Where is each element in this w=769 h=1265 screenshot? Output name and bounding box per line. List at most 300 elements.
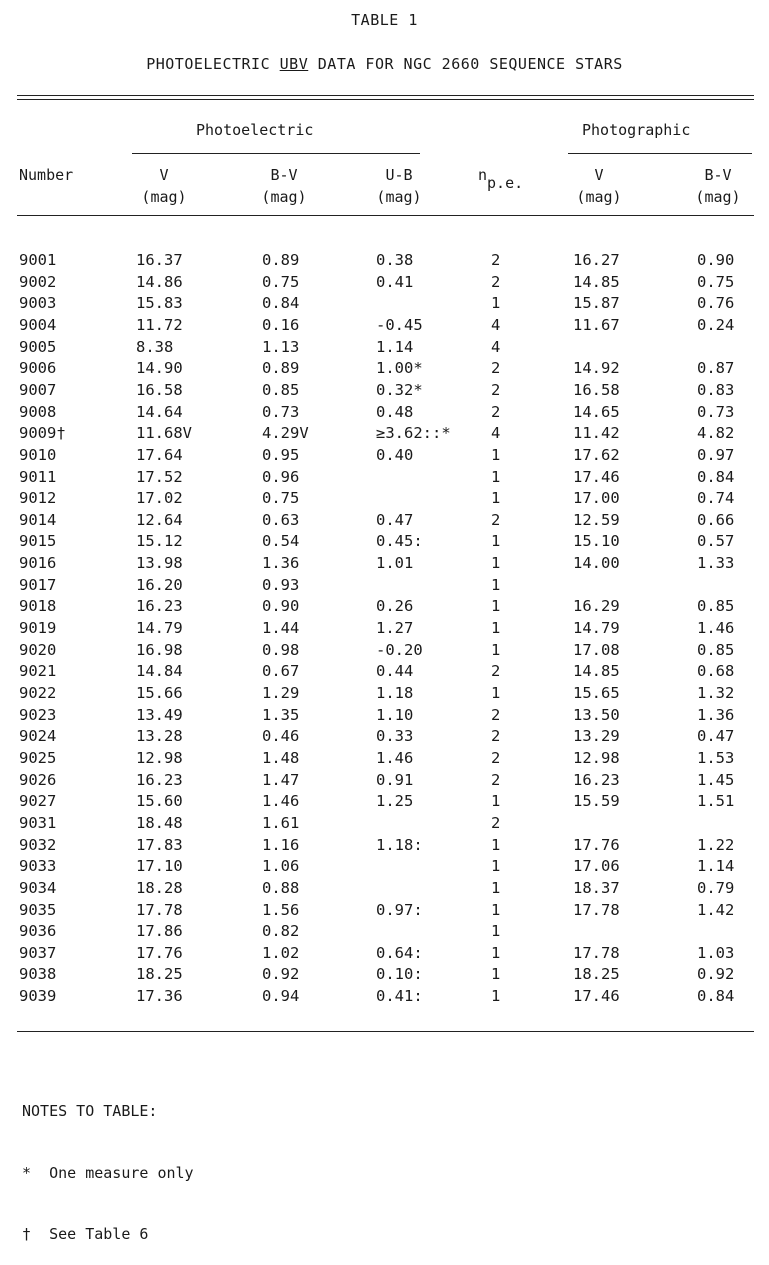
notes-heading: NOTES TO TABLE:	[22, 1102, 158, 1120]
cell-pe-v: 16.98	[136, 640, 183, 659]
table-row	[0, 706, 769, 728]
photoelectric-rule	[132, 153, 420, 154]
cell-pe-bv: 0.67	[262, 662, 300, 681]
col-pe-ub	[361, 164, 437, 208]
cell-pe-v: 14.79	[136, 619, 183, 638]
cell-number: 9003	[19, 294, 57, 313]
cell-number: 9012	[19, 489, 57, 508]
cell-pg-v: 14.65	[573, 402, 620, 421]
cell-pg-bv: 0.66	[697, 510, 735, 529]
header-rule	[17, 215, 754, 216]
cell-pe-bv: 0.54	[262, 532, 300, 551]
cell-pg-bv: 0.97	[697, 445, 735, 464]
col-pg-v-unit: (mag)	[576, 188, 622, 206]
cell-pe-bv: 0.82	[262, 922, 300, 941]
cell-pe-ub: 1.14	[376, 337, 414, 356]
cell-number: 9010	[19, 445, 57, 464]
cell-pg-bv: 0.87	[697, 359, 735, 378]
cell-pe-v: 15.83	[136, 294, 183, 313]
cell-pe-bv: 0.92	[262, 965, 300, 984]
table-row	[0, 922, 769, 944]
cell-npe: 4	[491, 424, 501, 443]
cell-pe-ub: 1.18	[376, 684, 414, 702]
cell-pe-ub: 0.38	[376, 251, 414, 269]
cell-pe-bv: 1.61	[262, 813, 300, 832]
cell-npe: 4	[491, 315, 501, 334]
cell-number: 9022	[19, 684, 57, 702]
cell-pg-v: 14.85	[573, 272, 620, 291]
cell-number: 9015	[19, 532, 57, 551]
cell-pg-bv: 0.90	[697, 251, 735, 269]
notes	[22, 1060, 194, 1265]
cell-number: 9008	[19, 402, 57, 421]
cell-pg-v: 11.67	[573, 315, 620, 334]
table-row	[0, 857, 769, 879]
cell-pg-bv: 0.85	[697, 640, 735, 659]
cell-number: 9004	[19, 315, 57, 334]
cell-pe-v: 14.84	[136, 662, 183, 681]
cell-npe: 2	[491, 813, 501, 832]
cell-npe: 2	[491, 402, 501, 421]
cell-pg-v: 15.87	[573, 294, 620, 313]
cell-pg-bv: 0.85	[697, 597, 735, 616]
col-npe-main: n	[478, 166, 488, 184]
table-row	[0, 359, 769, 381]
photographic-rule	[568, 153, 752, 154]
cell-npe: 1	[491, 294, 501, 313]
cell-number: 9009†	[19, 424, 66, 443]
col-pg-bv	[680, 164, 756, 208]
cell-pe-v: 17.64	[136, 445, 183, 464]
col-pg-bv-unit: (mag)	[695, 188, 741, 206]
cell-pe-bv: 1.48	[262, 748, 300, 767]
cell-pe-bv: 1.44	[262, 619, 300, 638]
cell-pe-bv: 1.16	[262, 835, 300, 854]
cell-pe-ub: 1.00*	[376, 359, 423, 378]
cell-pg-bv: 0.83	[697, 380, 735, 399]
cell-pe-ub: 0.33	[376, 727, 414, 746]
cell-npe: 1	[491, 489, 501, 508]
cell-pe-v: 16.23	[136, 770, 183, 789]
cell-npe: 1	[491, 857, 501, 876]
cell-npe: 1	[491, 597, 501, 616]
table-row	[0, 814, 769, 836]
cell-pe-bv: 0.16	[262, 315, 300, 334]
cell-pe-v: 17.02	[136, 489, 183, 508]
cell-pg-v: 13.50	[573, 705, 620, 724]
cell-pe-ub: 0.64:	[376, 943, 423, 962]
cell-pg-v: 17.62	[573, 445, 620, 464]
col-pg-bv-label: B-V	[704, 166, 732, 184]
cell-number: 9035	[19, 900, 57, 919]
group-photographic: Photographic	[582, 121, 691, 139]
table-row	[0, 879, 769, 901]
cell-pe-bv: 1.56	[262, 900, 300, 919]
cell-pg-v: 14.79	[573, 619, 620, 638]
cell-pe-bv: 0.84	[262, 294, 300, 313]
cell-pe-bv: 1.35	[262, 705, 300, 724]
cell-pg-v: 11.42	[573, 424, 620, 443]
cell-pg-v: 17.76	[573, 835, 620, 854]
cell-npe: 1	[491, 835, 501, 854]
col-pe-bv	[246, 164, 322, 208]
cell-pe-v: 16.20	[136, 575, 183, 594]
cell-npe: 1	[491, 943, 501, 962]
col-npe-sub: p.e.	[487, 174, 524, 192]
table-row	[0, 489, 769, 511]
cell-pe-ub: -0.20	[376, 640, 423, 659]
cell-pg-v: 16.23	[573, 770, 620, 789]
cell-pe-ub: ≥3.62::*	[376, 424, 451, 443]
cell-pe-bv: 0.75	[262, 272, 300, 291]
cell-pe-bv: 1.02	[262, 943, 300, 962]
cell-npe: 1	[491, 640, 501, 659]
cell-pg-v: 14.92	[573, 359, 620, 378]
cell-number: 9005	[19, 337, 57, 356]
cell-number: 9006	[19, 359, 57, 378]
cell-pe-v: 13.28	[136, 727, 183, 746]
cell-npe: 1	[491, 554, 501, 573]
table-label: TABLE 1	[351, 11, 418, 29]
cell-npe: 2	[491, 380, 501, 399]
cell-pe-v: 16.37	[136, 251, 183, 269]
cell-pe-bv: 0.90	[262, 597, 300, 616]
cell-pg-bv: 0.75	[697, 272, 735, 291]
cell-number: 9007	[19, 380, 57, 399]
cell-pg-v: 17.06	[573, 857, 620, 876]
cell-pg-bv: 1.03	[697, 943, 735, 962]
cell-pg-bv: 0.74	[697, 489, 735, 508]
table-row	[0, 965, 769, 987]
cell-pe-ub: 1.18:	[376, 835, 423, 854]
cell-pg-bv: 0.57	[697, 532, 735, 551]
cell-pe-bv: 1.29	[262, 684, 300, 702]
cell-pg-bv: 1.32	[697, 684, 735, 702]
cell-npe: 1	[491, 575, 501, 594]
table-row	[0, 576, 769, 598]
cell-pg-v: 14.00	[573, 554, 620, 573]
cell-pe-bv: 0.89	[262, 359, 300, 378]
table-row	[0, 792, 769, 814]
cell-pe-ub: 0.97:	[376, 900, 423, 919]
col-pe-bv-unit: (mag)	[261, 188, 307, 206]
cell-pg-bv: 0.79	[697, 878, 735, 897]
title-suffix: DATA FOR NGC 2660 SEQUENCE STARS	[308, 55, 623, 73]
cell-pg-bv: 1.46	[697, 619, 735, 638]
cell-npe: 1	[491, 467, 501, 486]
col-pe-ub-unit: (mag)	[376, 188, 422, 206]
title-underlined: UBV	[279, 55, 309, 73]
cell-pe-bv: 1.46	[262, 792, 300, 811]
cell-pe-v: 18.28	[136, 878, 183, 897]
cell-number: 9032	[19, 835, 57, 854]
col-pe-bv-label: B-V	[270, 166, 298, 184]
cell-number: 9024	[19, 727, 57, 746]
table-row	[0, 381, 769, 403]
table-row	[0, 511, 769, 533]
cell-pe-v: 17.78	[136, 900, 183, 919]
cell-pe-ub: 0.40	[376, 445, 414, 464]
cell-number: 9039	[19, 987, 57, 1006]
cell-pe-v: 14.90	[136, 359, 183, 378]
cell-pe-bv: 0.63	[262, 510, 300, 529]
cell-npe: 1	[491, 965, 501, 984]
cell-number: 9011	[19, 467, 57, 486]
note-text: One measure only	[49, 1163, 194, 1182]
cell-pe-v: 11.72	[136, 315, 183, 334]
cell-number: 9031	[19, 813, 57, 832]
table-row	[0, 554, 769, 576]
cell-pe-bv: 4.29V	[262, 424, 309, 443]
cell-pe-v: 15.66	[136, 684, 183, 702]
cell-pg-bv: 0.84	[697, 987, 735, 1006]
note-item	[22, 1224, 194, 1245]
cell-pg-bv: 0.24	[697, 315, 735, 334]
cell-pg-bv: 1.33	[697, 554, 735, 573]
cell-pg-v: 15.65	[573, 684, 620, 702]
cell-pe-v: 17.83	[136, 835, 183, 854]
cell-pe-v: 11.68V	[136, 424, 192, 443]
cell-npe: 1	[491, 619, 501, 638]
cell-pe-v: 18.25	[136, 965, 183, 984]
cell-pe-bv: 0.95	[262, 445, 300, 464]
cell-pe-ub: -0.45	[376, 315, 423, 334]
cell-pe-v: 13.49	[136, 705, 183, 724]
cell-number: 9025	[19, 748, 57, 767]
cell-pg-v: 17.46	[573, 467, 620, 486]
cell-number: 9034	[19, 878, 57, 897]
cell-npe: 2	[491, 705, 501, 724]
note-text: See Table 6	[49, 1225, 149, 1243]
bottom-rule	[17, 1031, 754, 1032]
table-row	[0, 338, 769, 360]
cell-pe-ub: 0.32*	[376, 380, 423, 399]
cell-pe-ub: 0.45:	[376, 532, 423, 551]
table-row	[0, 619, 769, 641]
note-item	[22, 1163, 194, 1184]
cell-pe-ub: 0.47	[376, 510, 414, 529]
table-row	[0, 901, 769, 923]
cell-pe-bv: 0.85	[262, 380, 300, 399]
cell-npe: 1	[491, 987, 501, 1006]
cell-npe: 2	[491, 272, 501, 291]
table-row	[0, 468, 769, 490]
cell-pg-bv: 0.47	[697, 727, 735, 746]
cell-pg-bv: 1.36	[697, 705, 735, 724]
table-row	[0, 836, 769, 858]
cell-pg-bv: 0.68	[697, 662, 735, 681]
cell-pe-bv: 1.36	[262, 554, 300, 573]
cell-pe-ub: 0.26	[376, 597, 414, 616]
table-row	[0, 684, 769, 706]
cell-number: 9002	[19, 272, 57, 291]
table-row	[0, 316, 769, 338]
col-pe-ub-label: U-B	[385, 166, 413, 184]
cell-pg-v: 17.78	[573, 900, 620, 919]
cell-number: 9016	[19, 554, 57, 573]
cell-pe-v: 17.86	[136, 922, 183, 941]
cell-pe-bv: 0.73	[262, 402, 300, 421]
cell-pe-v: 17.52	[136, 467, 183, 486]
cell-number: 9026	[19, 770, 57, 789]
cell-pg-v: 12.98	[573, 748, 620, 767]
table-row	[0, 273, 769, 295]
cell-pe-v: 13.98	[136, 554, 183, 573]
cell-pg-v: 17.46	[573, 987, 620, 1006]
cell-pe-v: 15.12	[136, 532, 183, 551]
col-pe-v-label: V	[159, 166, 169, 184]
cell-pe-v: 14.64	[136, 402, 183, 421]
table-row	[0, 771, 769, 793]
cell-pe-v: 16.23	[136, 597, 183, 616]
cell-pe-bv: 0.98	[262, 640, 300, 659]
cell-number: 9017	[19, 575, 57, 594]
cell-number: 9019	[19, 619, 57, 638]
cell-pe-ub: 1.25	[376, 792, 414, 811]
cell-pe-ub: 1.46	[376, 748, 414, 767]
cell-pe-bv: 0.88	[262, 878, 300, 897]
cell-number: 9037	[19, 943, 57, 962]
col-npe	[478, 164, 524, 192]
cell-pg-v: 15.10	[573, 532, 620, 551]
table-row	[0, 403, 769, 425]
cell-pe-bv: 1.06	[262, 857, 300, 876]
cell-number: 9001	[19, 251, 57, 269]
cell-number: 9023	[19, 705, 57, 724]
cell-pg-v: 14.85	[573, 662, 620, 681]
cell-number: 9033	[19, 857, 57, 876]
cell-pe-bv: 1.13	[262, 337, 300, 356]
cell-npe: 1	[491, 900, 501, 919]
cell-number: 9036	[19, 922, 57, 941]
cell-pg-v: 17.08	[573, 640, 620, 659]
table-row	[0, 987, 769, 1009]
cell-pe-ub: 1.27	[376, 619, 414, 638]
cell-pg-v: 16.27	[573, 251, 620, 269]
cell-number: 9014	[19, 510, 57, 529]
cell-pg-bv: 1.22	[697, 835, 735, 854]
col-pg-v-label: V	[594, 166, 604, 184]
cell-number: 9038	[19, 965, 57, 984]
cell-pe-ub: 1.10	[376, 705, 414, 724]
cell-pe-bv: 0.96	[262, 467, 300, 486]
cell-pg-bv: 0.73	[697, 402, 735, 421]
cell-npe: 2	[491, 510, 501, 529]
cell-pg-bv: 1.53	[697, 748, 735, 767]
cell-pe-ub: 0.41	[376, 272, 414, 291]
table-row	[0, 944, 769, 966]
table-row	[0, 532, 769, 554]
cell-pe-bv: 0.89	[262, 251, 300, 269]
cell-npe: 2	[491, 727, 501, 746]
cell-pe-ub: 0.48	[376, 402, 414, 421]
cell-pe-bv: 0.46	[262, 727, 300, 746]
cell-npe: 2	[491, 251, 501, 269]
cell-pe-v: 17.10	[136, 857, 183, 876]
cell-pg-v: 18.37	[573, 878, 620, 897]
cell-pe-bv: 0.93	[262, 575, 300, 594]
cell-pg-v: 17.00	[573, 489, 620, 508]
cell-pg-v: 16.29	[573, 597, 620, 616]
cell-pg-v: 12.59	[573, 510, 620, 529]
cell-number: 9018	[19, 597, 57, 616]
cell-pe-v: 15.60	[136, 792, 183, 811]
cell-npe: 2	[491, 359, 501, 378]
cell-number: 9021	[19, 662, 57, 681]
cell-npe: 1	[491, 878, 501, 897]
cell-pg-v: 17.78	[573, 943, 620, 962]
cell-pg-v: 18.25	[573, 965, 620, 984]
cell-pe-v: 8.38	[136, 337, 174, 356]
cell-pe-ub: 0.44	[376, 662, 414, 681]
cell-pe-v: 14.86	[136, 272, 183, 291]
table-row	[0, 749, 769, 771]
col-pe-v-unit: (mag)	[141, 188, 187, 206]
cell-pg-bv: 0.92	[697, 965, 735, 984]
cell-npe: 2	[491, 748, 501, 767]
table-row	[0, 641, 769, 663]
cell-npe: 1	[491, 445, 501, 464]
cell-pg-bv: 0.84	[697, 467, 735, 486]
table-row	[0, 446, 769, 468]
cell-pg-bv: 1.45	[697, 770, 735, 789]
cell-pg-bv: 1.14	[697, 857, 735, 876]
table-row	[0, 251, 769, 273]
cell-pe-v: 17.36	[136, 987, 183, 1006]
cell-pe-bv: 0.75	[262, 489, 300, 508]
cell-pe-v: 18.48	[136, 813, 183, 832]
cell-npe: 2	[491, 770, 501, 789]
table-row	[0, 597, 769, 619]
cell-pe-bv: 0.94	[262, 987, 300, 1006]
cell-pg-v: 16.58	[573, 380, 620, 399]
cell-pe-ub: 1.01	[376, 554, 414, 573]
cell-npe: 1	[491, 922, 501, 941]
cell-pe-v: 17.76	[136, 943, 183, 962]
cell-pg-bv: 0.76	[697, 294, 735, 313]
table-row	[0, 727, 769, 749]
cell-pg-bv: 1.42	[697, 900, 735, 919]
cell-npe: 1	[491, 792, 501, 811]
col-number: Number	[19, 166, 74, 184]
cell-npe: 1	[491, 532, 501, 551]
note-symbol: †	[22, 1225, 32, 1243]
table-row	[0, 424, 769, 446]
cell-pg-v: 13.29	[573, 727, 620, 746]
cell-pg-bv: 4.82	[697, 424, 735, 443]
group-photoelectric: Photoelectric	[196, 121, 314, 139]
table-row	[0, 662, 769, 684]
col-pg-v	[561, 164, 637, 208]
note-symbol: *	[22, 1163, 32, 1182]
cell-pe-bv: 1.47	[262, 770, 300, 789]
cell-pe-v: 16.58	[136, 380, 183, 399]
cell-npe: 2	[491, 662, 501, 681]
col-pe-v	[126, 164, 202, 208]
table-title	[0, 55, 769, 73]
title-prefix: PHOTOELECTRIC	[146, 55, 280, 73]
cell-npe: 4	[491, 337, 501, 356]
top-rule-1	[17, 95, 754, 96]
cell-npe: 1	[491, 684, 501, 702]
cell-pg-v: 15.59	[573, 792, 620, 811]
cell-pe-ub: 0.91	[376, 770, 414, 789]
cell-pe-v: 12.98	[136, 748, 183, 767]
cell-number: 9020	[19, 640, 57, 659]
cell-pe-v: 12.64	[136, 510, 183, 529]
cell-number: 9027	[19, 792, 57, 811]
cell-pe-ub: 0.41:	[376, 987, 423, 1006]
